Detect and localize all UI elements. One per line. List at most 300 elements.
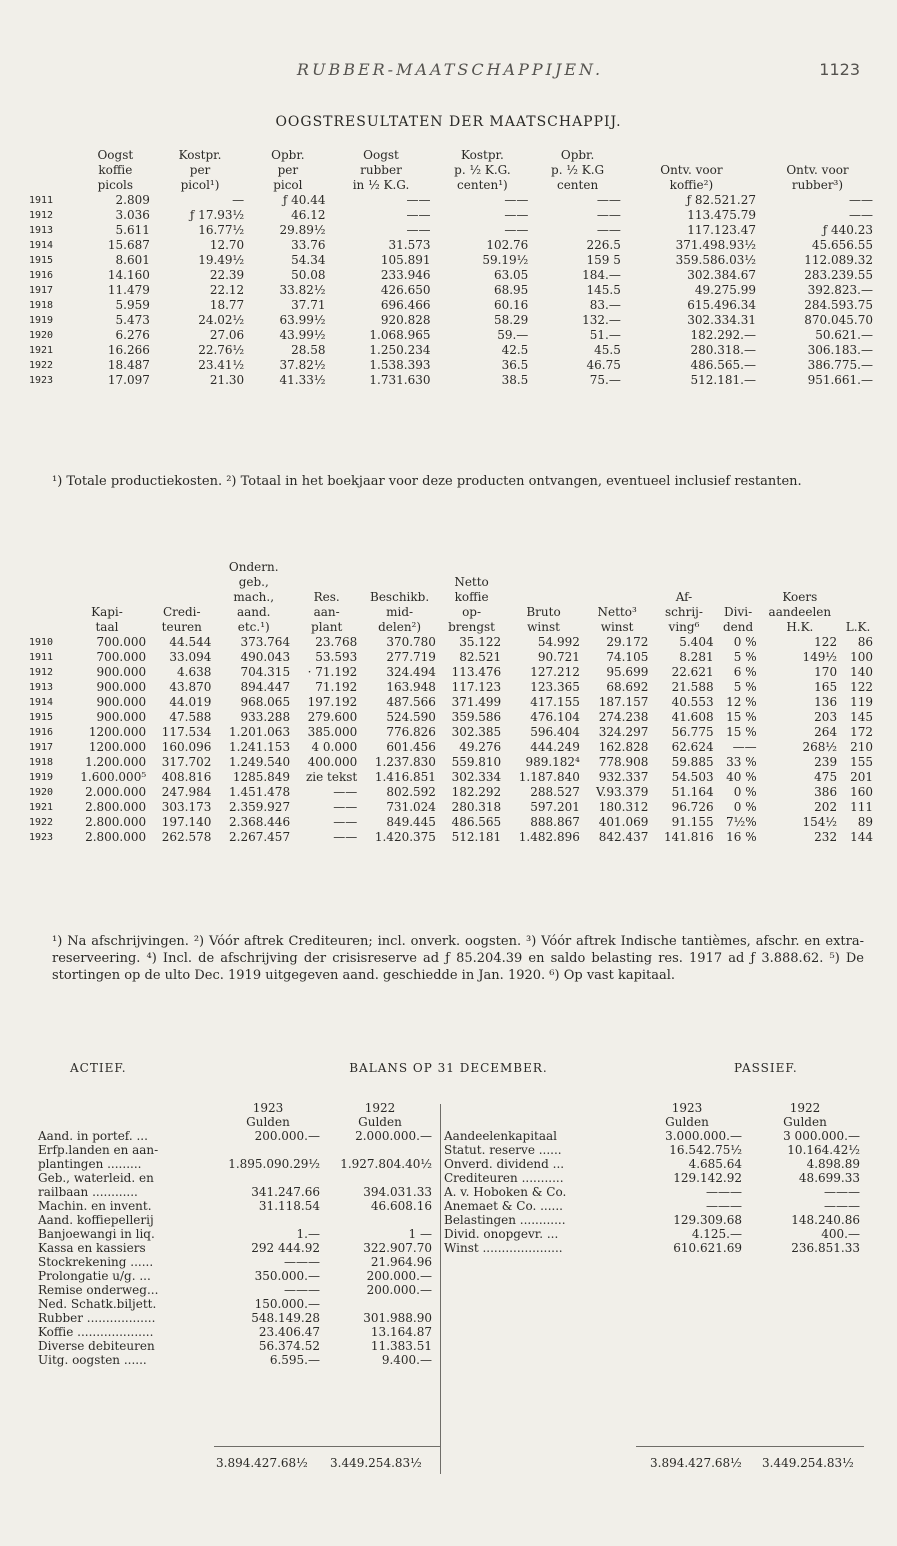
balance-value-1922: 11.383.51 bbox=[370, 1339, 432, 1353]
harvest-header-row bbox=[26, 178, 876, 193]
harvest-cell: 1.250.234 bbox=[369, 343, 431, 357]
finance-cell: 44.019 bbox=[169, 695, 212, 709]
harvest-column-header: per bbox=[277, 163, 299, 177]
finance-cell: 71.192 bbox=[315, 680, 358, 694]
balance-value-1923: 548.149.28 bbox=[251, 1311, 320, 1325]
finance-column-header: mach., bbox=[233, 590, 275, 604]
harvest-cell: 159 5 bbox=[586, 253, 621, 267]
balance-value-1923: 3.000.000.— bbox=[665, 1129, 742, 1143]
finance-cell: 490.043 bbox=[240, 650, 291, 664]
liability-row bbox=[440, 1157, 864, 1171]
finance-cell: 68.692 bbox=[606, 680, 649, 694]
harvest-cell: 17.097 bbox=[107, 373, 150, 387]
harvest-column-header: centen bbox=[556, 178, 599, 192]
harvest-cell: —— bbox=[504, 193, 529, 207]
finance-column-header: brengst bbox=[448, 620, 496, 634]
harvest-cell: 12.70 bbox=[209, 238, 245, 252]
finance-cell: 53.593 bbox=[315, 650, 358, 664]
finance-cell: 239 bbox=[814, 755, 838, 769]
balance-label: Remise onderweg... bbox=[38, 1283, 159, 1297]
finance-column-header bbox=[504, 590, 583, 605]
finance-cell: 170 bbox=[814, 665, 838, 679]
finance-cell: 1.241.153 bbox=[229, 740, 291, 754]
harvest-cell: 33.76 bbox=[291, 238, 326, 252]
finance-column-header bbox=[840, 560, 876, 575]
harvest-year: 1916 bbox=[29, 270, 54, 281]
assets-total-rule bbox=[214, 1446, 440, 1447]
page-number: 1123 bbox=[819, 60, 860, 79]
harvest-cell: 19.49½ bbox=[198, 253, 245, 267]
finance-cell: 476.104 bbox=[530, 710, 580, 724]
harvest-cell: —— bbox=[596, 208, 621, 222]
finance-row bbox=[26, 650, 876, 665]
actief-title: ACTIEF. bbox=[70, 1061, 127, 1075]
finance-year: 1913 bbox=[29, 682, 54, 693]
finance-cell: 1.237.830 bbox=[374, 755, 436, 769]
asset-row bbox=[34, 1283, 436, 1297]
harvest-cell: ƒ 82.521.27 bbox=[686, 193, 756, 207]
finance-cell: 1.420.375 bbox=[374, 830, 436, 844]
liab-unit2: Gulden bbox=[783, 1115, 827, 1129]
finance-cell: 704.315 bbox=[240, 665, 291, 679]
balance-label: Prolongatie u/g. ... bbox=[38, 1269, 151, 1283]
liability-row bbox=[440, 1143, 864, 1157]
harvest-cell: 16.266 bbox=[107, 343, 150, 357]
finance-cell: 933.288 bbox=[240, 710, 291, 724]
harvest-cell: —— bbox=[406, 223, 431, 237]
finance-column-header bbox=[760, 575, 840, 590]
finance-cell: 597.201 bbox=[530, 800, 580, 814]
harvest-cell: 54.34 bbox=[291, 253, 326, 267]
finance-column-header: aand. bbox=[236, 605, 271, 619]
harvest-year: 1918 bbox=[29, 300, 54, 311]
asset-row bbox=[34, 1269, 436, 1283]
harvest-title: OOGSTRESULTATEN DER MAATSCHAPPIJ. bbox=[275, 114, 622, 130]
asset-row bbox=[34, 1241, 436, 1255]
finance-cell: 43.870 bbox=[169, 680, 212, 694]
harvest-cell: ƒ 40.44 bbox=[282, 193, 326, 207]
harvest-column-header: picol¹) bbox=[180, 178, 220, 192]
harvest-cell: 38.5 bbox=[501, 373, 529, 387]
finance-cell: 524.590 bbox=[386, 710, 436, 724]
finance-column-header: Ondern. bbox=[228, 560, 279, 574]
harvest-cell: 27.06 bbox=[209, 328, 245, 342]
harvest-cell: 283.239.55 bbox=[804, 268, 873, 282]
harvest-year: 1920 bbox=[29, 330, 54, 341]
finance-cell: 86 bbox=[857, 635, 873, 649]
finance-cell: 144 bbox=[850, 830, 873, 844]
harvest-column-header bbox=[759, 148, 876, 163]
harvest-column-header: koffie bbox=[98, 163, 133, 177]
harvest-cell: —— bbox=[406, 193, 431, 207]
finance-column-header bbox=[293, 575, 360, 590]
harvest-cell: —— bbox=[596, 193, 621, 207]
finance-column-header: Koers bbox=[782, 590, 818, 604]
finance-column-header: Credi- bbox=[162, 605, 201, 619]
harvest-cell: 37.71 bbox=[291, 298, 326, 312]
finance-cell: 100 bbox=[850, 650, 873, 664]
finance-year: 1911 bbox=[29, 652, 54, 663]
finance-cell: 40 % bbox=[726, 770, 757, 784]
harvest-cell: 284.593.75 bbox=[804, 298, 873, 312]
finance-cell: 172 bbox=[850, 725, 873, 739]
finance-cell: 408.816 bbox=[161, 770, 212, 784]
finance-cell: 0 % bbox=[733, 785, 757, 799]
finance-cell: 247.984 bbox=[161, 785, 212, 799]
asset-row bbox=[34, 1171, 436, 1185]
asset-row bbox=[34, 1339, 436, 1353]
liab-total-1922: 3.449.254.83½ bbox=[762, 1456, 854, 1470]
finance-cell: 33 % bbox=[726, 755, 757, 769]
finance-column-header: Res. bbox=[313, 590, 340, 604]
finance-cell: 317.702 bbox=[161, 755, 212, 769]
harvest-cell: 51.— bbox=[589, 328, 621, 342]
finance-cell: 487.566 bbox=[386, 695, 436, 709]
finance-cell: 1.249.540 bbox=[229, 755, 291, 769]
harvest-cell: 46.12 bbox=[291, 208, 326, 222]
finance-column-header bbox=[583, 590, 651, 605]
finance-cell: 989.182⁴ bbox=[525, 755, 580, 769]
finance-cell: —— bbox=[333, 815, 358, 829]
balance-label: Ned. Schatk.biljett. bbox=[38, 1297, 157, 1311]
balance-label: Diverse debiteuren bbox=[38, 1339, 155, 1353]
harvest-cell: 486.565.— bbox=[690, 358, 756, 372]
balance-value-1922: 400.— bbox=[821, 1227, 860, 1241]
balance-value-1922: 2.000.000.— bbox=[355, 1129, 432, 1143]
finance-cell: 7½% bbox=[725, 815, 757, 829]
balance-label: Belastingen ............ bbox=[444, 1213, 566, 1227]
finance-cell: 968.065 bbox=[240, 695, 291, 709]
harvest-cell: 45.5 bbox=[594, 343, 621, 357]
finance-cell: —— bbox=[333, 830, 358, 844]
balance-value-1923: 200.000.— bbox=[254, 1129, 320, 1143]
balance-value-1922: 48.699.33 bbox=[798, 1171, 860, 1185]
liab-total-1923: 3.894.427.68½ bbox=[650, 1456, 742, 1470]
harvest-cell: 63.05 bbox=[493, 268, 529, 282]
finance-year: 1920 bbox=[29, 787, 54, 798]
finance-cell: 203 bbox=[814, 710, 838, 724]
balance-label: Machin. en invent. bbox=[38, 1199, 152, 1213]
finance-cell: 182.292 bbox=[451, 785, 502, 799]
assets-unit2: Gulden bbox=[358, 1115, 402, 1129]
harvest-cell: 16.77½ bbox=[198, 223, 245, 237]
finance-column-header bbox=[651, 575, 716, 590]
balance-label: Geb., waterleid. en bbox=[38, 1171, 154, 1185]
finance-cell: 90.721 bbox=[537, 650, 580, 664]
finance-cell: 29.172 bbox=[606, 635, 649, 649]
finance-cell: 154½ bbox=[802, 815, 838, 829]
harvest-cell: 21.30 bbox=[209, 373, 245, 387]
finance-cell: 900.000 bbox=[96, 665, 147, 679]
liability-row bbox=[440, 1199, 864, 1213]
finance-cell: 1.600.000⁵ bbox=[80, 770, 147, 784]
finance-cell: 136 bbox=[814, 695, 838, 709]
finance-cell: 54.503 bbox=[671, 770, 714, 784]
balance-label: Statut. reserve ...... bbox=[444, 1143, 562, 1157]
harvest-cell: 6.276 bbox=[115, 328, 150, 342]
liability-row bbox=[440, 1171, 864, 1185]
balance-value-1922: ——— bbox=[824, 1185, 860, 1199]
liability-row bbox=[440, 1227, 864, 1241]
finance-row bbox=[26, 785, 876, 800]
finance-cell: 160.096 bbox=[161, 740, 212, 754]
finance-cell: 401.069 bbox=[598, 815, 649, 829]
harvest-year: 1922 bbox=[29, 360, 54, 371]
finance-cell: 324.494 bbox=[386, 665, 436, 679]
finance-cell: 44.544 bbox=[169, 635, 212, 649]
asset-row bbox=[34, 1311, 436, 1325]
harvest-cell: 696.466 bbox=[380, 298, 431, 312]
finance-cell: 359.586 bbox=[451, 710, 502, 724]
finance-cell: 888.867 bbox=[530, 815, 580, 829]
asset-row bbox=[34, 1325, 436, 1339]
finance-cell: 155 bbox=[850, 755, 873, 769]
balance-value-1922: 21.964.96 bbox=[370, 1255, 432, 1269]
year-header bbox=[26, 620, 65, 635]
assets-year2: 1922 bbox=[364, 1101, 396, 1115]
harvest-cell: 5.473 bbox=[115, 313, 150, 327]
finance-cell: 4.638 bbox=[177, 665, 212, 679]
harvest-cell: 112.089.32 bbox=[804, 253, 873, 267]
harvest-cell: 302.384.67 bbox=[687, 268, 756, 282]
harvest-cell: 83.— bbox=[589, 298, 621, 312]
finance-cell: 288.527 bbox=[530, 785, 580, 799]
balance-value-1922: 10.164.42½ bbox=[787, 1143, 860, 1157]
harvest-cell: 512.181.— bbox=[690, 373, 756, 387]
finance-column-header: koffie bbox=[454, 590, 489, 604]
balance-label: Aand. koffiepellerij bbox=[38, 1213, 154, 1227]
balance-value-1922 bbox=[324, 1297, 436, 1311]
finance-cell: 96.726 bbox=[671, 800, 714, 814]
harvest-cell: 302.334.31 bbox=[687, 313, 756, 327]
balance-value-1923: 1.895.090.29½ bbox=[228, 1157, 320, 1171]
harvest-row bbox=[26, 298, 876, 313]
finance-cell: 6 % bbox=[733, 665, 757, 679]
finance-year: 1921 bbox=[29, 802, 54, 813]
balance-value-1923: 129.142.92 bbox=[673, 1171, 742, 1185]
finance-cell: 932.337 bbox=[598, 770, 649, 784]
harvest-year: 1921 bbox=[29, 345, 54, 356]
finance-cell: 1.187.840 bbox=[518, 770, 580, 784]
harvest-cell: 105.891 bbox=[380, 253, 431, 267]
finance-column-header: H.K. bbox=[786, 620, 814, 634]
harvest-cell: —— bbox=[849, 193, 873, 207]
finance-cell: 0 % bbox=[733, 800, 757, 814]
finance-column-header bbox=[504, 575, 583, 590]
harvest-cell: 23.41½ bbox=[198, 358, 245, 372]
balance-label: Erfp.landen en aan- bbox=[38, 1143, 159, 1157]
finance-column-header: schrij- bbox=[664, 605, 703, 619]
harvest-cell: 426.650 bbox=[380, 283, 431, 297]
harvest-cell: 117.123.47 bbox=[687, 223, 756, 237]
finance-row bbox=[26, 680, 876, 695]
finance-cell: —— bbox=[333, 800, 358, 814]
harvest-cell: 182.292.— bbox=[690, 328, 756, 342]
harvest-cell: —— bbox=[504, 223, 529, 237]
asset-row bbox=[34, 1297, 436, 1311]
harvest-cell: 5.959 bbox=[115, 298, 150, 312]
finance-header-row bbox=[26, 620, 876, 635]
finance-cell: 324.297 bbox=[598, 725, 649, 739]
finance-cell: 475 bbox=[814, 770, 838, 784]
finance-cell: 210 bbox=[850, 740, 873, 754]
finance-cell: 82.521 bbox=[459, 650, 502, 664]
finance-cell: 731.024 bbox=[386, 800, 436, 814]
finance-cell: 601.456 bbox=[386, 740, 436, 754]
finance-column-header bbox=[65, 590, 149, 605]
asset-row bbox=[34, 1255, 436, 1269]
harvest-year: 1913 bbox=[29, 225, 54, 236]
harvest-column-header: in ½ K.G. bbox=[352, 178, 410, 192]
finance-column-header bbox=[360, 560, 439, 575]
liab-year2: 1922 bbox=[789, 1101, 821, 1115]
asset-row bbox=[34, 1213, 436, 1227]
asset-row bbox=[34, 1227, 436, 1241]
harvest-year: 1911 bbox=[29, 195, 54, 206]
finance-footnote: ¹) Na afschrijvingen. ²) Vóór aftrek Crediteuren; incl. onverk. oogsten. ³) Vóór aftrek Indische tantièmes, afschr. en extra-reserveering. ⁴) Incl. de afschrijving der crisisreserve ad ƒ 85.204.39 en saldo belasting res. 1917 ad ƒ 3.888.62. ⁵) De stortingen op de ulto Dec. 1919 uitgegeven aand. geschiedde in Jan. 1920. ⁶) Op vast kapitaal. bbox=[52, 934, 864, 983]
balance-value-1923: 150.000.— bbox=[254, 1297, 320, 1311]
harvest-year: 1915 bbox=[29, 255, 54, 266]
balance-value-1923: ——— bbox=[706, 1199, 742, 1213]
finance-cell: 700.000 bbox=[96, 635, 147, 649]
finance-column-header: Netto³ bbox=[597, 605, 637, 619]
passief-title: PASSIEF. bbox=[734, 1061, 798, 1075]
balance-label: Stockrekening ...... bbox=[38, 1255, 154, 1269]
balance-value-1922: 301.988.90 bbox=[363, 1311, 432, 1325]
finance-year: 1910 bbox=[29, 637, 54, 648]
finance-cell: 22.621 bbox=[671, 665, 714, 679]
balance-label: Crediteuren ........... bbox=[444, 1171, 564, 1185]
finance-cell: 1.416.851 bbox=[374, 770, 436, 784]
harvest-cell: 37.82½ bbox=[279, 358, 326, 372]
finance-year: 1918 bbox=[29, 757, 54, 768]
finance-cell: 1.200.000 bbox=[85, 755, 147, 769]
balance-value-1923 bbox=[212, 1171, 324, 1185]
finance-cell: 802.592 bbox=[386, 785, 436, 799]
balance-label: Banjoewangi in liq. bbox=[38, 1227, 155, 1241]
finance-cell: 113.476 bbox=[451, 665, 502, 679]
finance-cell: 512.181 bbox=[451, 830, 502, 844]
finance-column-header bbox=[65, 575, 149, 590]
balance-value-1923: 31.118.54 bbox=[258, 1199, 320, 1213]
finance-year: 1917 bbox=[29, 742, 54, 753]
finance-cell: 160 bbox=[850, 785, 873, 799]
finance-column-header bbox=[504, 560, 583, 575]
balance-value-1922: 1.927.804.40½ bbox=[340, 1157, 432, 1171]
harvest-cell: 392.823.— bbox=[807, 283, 873, 297]
harvest-cell: 870.045.70 bbox=[804, 313, 873, 327]
finance-cell: 486.565 bbox=[451, 815, 502, 829]
asset-row bbox=[34, 1353, 436, 1367]
harvest-cell: 41.33½ bbox=[279, 373, 326, 387]
finance-cell: 1200.000 bbox=[88, 740, 147, 754]
finance-cell: 141.816 bbox=[663, 830, 714, 844]
finance-column-header: dend bbox=[723, 620, 754, 634]
finance-column-header bbox=[840, 575, 876, 590]
finance-cell: 5.404 bbox=[679, 635, 714, 649]
finance-column-header bbox=[149, 575, 214, 590]
harvest-column-header: Kostpr. bbox=[178, 148, 222, 162]
finance-cell: 700.000 bbox=[96, 650, 147, 664]
finance-header-row bbox=[26, 605, 876, 620]
harvest-row bbox=[26, 343, 876, 358]
liability-row bbox=[440, 1241, 864, 1255]
finance-column-header bbox=[439, 560, 504, 575]
balance-value-1922: 236.851.33 bbox=[791, 1241, 860, 1255]
finance-cell: —— bbox=[732, 740, 757, 754]
finance-cell: 41.608 bbox=[671, 710, 714, 724]
harvest-cell: 5.611 bbox=[115, 223, 150, 237]
finance-year: 1912 bbox=[29, 667, 54, 678]
harvest-column-header: rubber bbox=[360, 163, 402, 177]
balance-value-1923 bbox=[212, 1213, 324, 1227]
finance-cell: 8.281 bbox=[679, 650, 714, 664]
balance-value-1922: 200.000.— bbox=[366, 1283, 432, 1297]
balance-value-1923: 6.595.— bbox=[269, 1353, 320, 1367]
balance-label: Onverd. dividend ... bbox=[444, 1157, 565, 1171]
finance-cell: 370.780 bbox=[386, 635, 436, 649]
finance-cell: 900.000 bbox=[96, 710, 147, 724]
balance-label: Uitg. oogsten ...... bbox=[38, 1353, 147, 1367]
asset-row bbox=[34, 1199, 436, 1213]
balance-value-1922: 3 000.000.— bbox=[783, 1129, 860, 1143]
finance-column-header bbox=[583, 575, 651, 590]
finance-cell: 187.157 bbox=[598, 695, 649, 709]
harvest-row bbox=[26, 313, 876, 328]
finance-cell: 900.000 bbox=[96, 680, 147, 694]
finance-column-header bbox=[149, 590, 214, 605]
finance-cell: 596.404 bbox=[530, 725, 580, 739]
harvest-cell: 31.573 bbox=[388, 238, 431, 252]
harvest-cell: 18.77 bbox=[209, 298, 245, 312]
harvest-cell: 58.29 bbox=[493, 313, 529, 327]
asset-row bbox=[34, 1185, 436, 1199]
finance-cell: 2.800.000 bbox=[85, 800, 147, 814]
finance-cell: 149½ bbox=[802, 650, 838, 664]
harvest-cell: 2.809 bbox=[115, 193, 150, 207]
harvest-cell: 59.19½ bbox=[482, 253, 529, 267]
finance-row bbox=[26, 830, 876, 845]
finance-cell: 47.588 bbox=[169, 710, 212, 724]
finance-column-header: mid- bbox=[386, 605, 414, 619]
liab-unit1: Gulden bbox=[665, 1115, 709, 1129]
asset-row bbox=[34, 1157, 436, 1171]
finance-cell: 59.885 bbox=[671, 755, 714, 769]
harvest-cell: 359.586.03½ bbox=[675, 253, 756, 267]
finance-column-header bbox=[65, 560, 149, 575]
finance-cell: 145 bbox=[850, 710, 873, 724]
balance-label: Rubber .................. bbox=[38, 1311, 156, 1325]
finance-cell: 385.000 bbox=[307, 725, 358, 739]
harvest-header-row bbox=[26, 163, 876, 178]
harvest-cell: 43.99½ bbox=[279, 328, 326, 342]
finance-cell: 776.826 bbox=[386, 725, 436, 739]
harvest-column-header: Ontv. voor bbox=[660, 163, 723, 177]
harvest-cell: —— bbox=[504, 208, 529, 222]
finance-cell: 1200.000 bbox=[88, 725, 147, 739]
harvest-cell: 75.— bbox=[589, 373, 621, 387]
balance-value-1922: 9.400.— bbox=[381, 1353, 432, 1367]
harvest-column-header: rubber³) bbox=[791, 178, 844, 192]
harvest-cell: 280.318.— bbox=[690, 343, 756, 357]
harvest-column-header: Opbr. bbox=[271, 148, 305, 162]
harvest-column-header bbox=[624, 148, 759, 163]
harvest-row bbox=[26, 223, 876, 238]
year-header bbox=[26, 575, 65, 590]
finance-cell: 54.992 bbox=[537, 635, 580, 649]
finance-column-header: taal bbox=[95, 620, 119, 634]
balance-label: Winst ..................... bbox=[444, 1241, 563, 1255]
